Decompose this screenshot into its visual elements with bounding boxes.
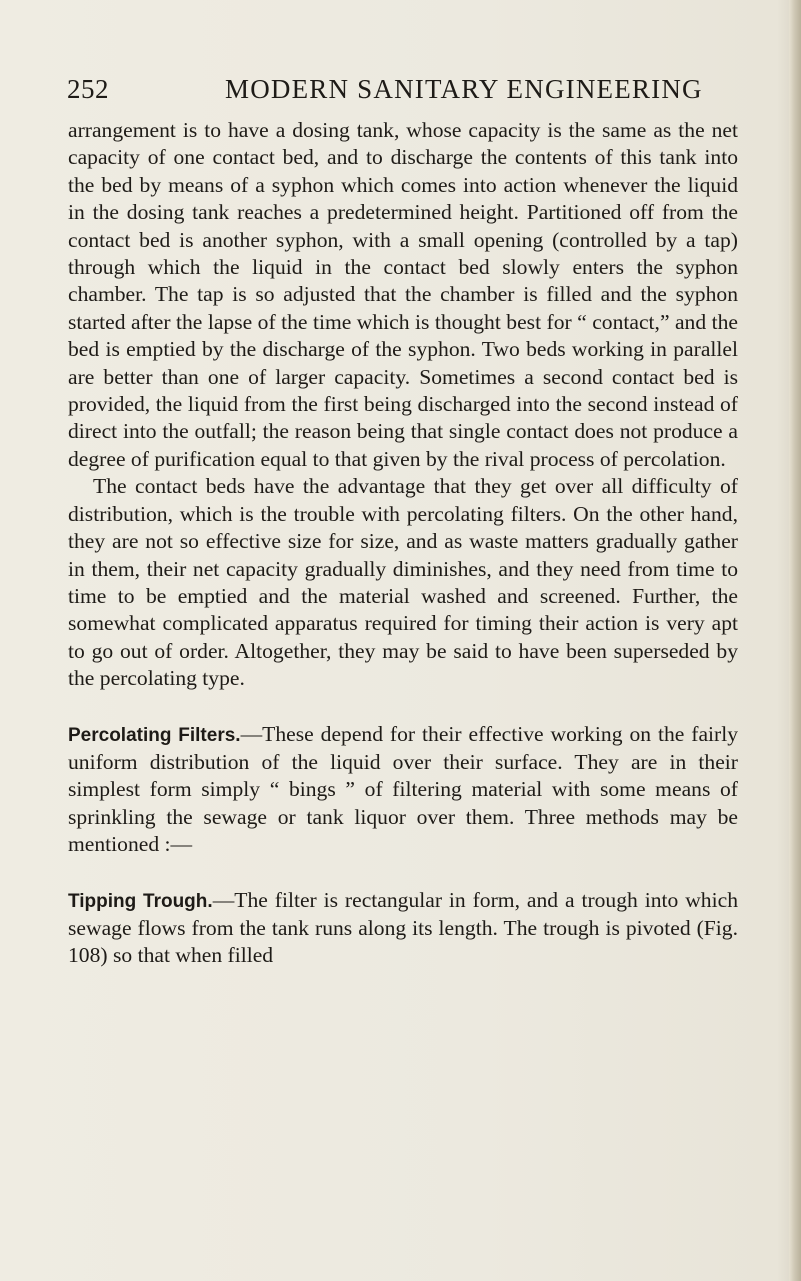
page-edge-shadow xyxy=(789,0,801,1281)
paragraph-text: —These depend for their effective working on the fairly uniform distribution of the liquid over their surface. They are in their simplest form simply “ bings ” of filtering material with some means of sprinkling the sewage or tank liquor over them. Three methods may be mentioned :— xyxy=(68,721,739,857)
paragraph-contact-beds xyxy=(68,473,738,692)
paragraph-text: arrangement is to have a dosing tank, whose capacity is the same as the net capacity of one contact bed, and to discharge the contents of this tank into the bed by means of a syphon which comes into action whenever the liquid in the dosing tank reaches a predetermined height. Partitioned off from the contact bed is another syphon, with a small opening (controlled by a tap) through which the liquid in the contact bed slowly enters the syphon chamber. The tap is so adjusted that the chamber is filled and the syphon started after the lapse of the time which is thought best for “ contact,” and the bed is emptied by the discharge of the syphon. Two beds working in parallel are better than one of larger capacity. Sometimes a second contact bed is provided, the liquid from the first being discharged into the second instead of direct into the outfall; the reason being that single contact does not produce a degree of purification equal to that given by the rival process of percolation. xyxy=(68,118,738,471)
paragraph-continuation xyxy=(68,117,738,473)
section-heading-tipping-trough: Tipping Trough. xyxy=(68,890,213,912)
section-heading-percolating-filters: Percolating Filters. xyxy=(68,724,241,746)
body-text xyxy=(68,117,738,970)
paragraph-percolating-filters xyxy=(68,721,738,859)
paragraph-text: —The filter is rectangular in form, and a trough into which sewage flows from the tank runs along its length. The trough is pivoted (Fig. 108) so that when filled xyxy=(68,887,738,968)
paragraph-tipping-trough xyxy=(68,887,738,970)
section-spacer xyxy=(68,693,738,721)
section-spacer xyxy=(68,859,738,887)
page-header xyxy=(67,74,703,114)
running-head: MODERN SANITARY ENGINEERING xyxy=(225,74,703,104)
paragraph-text: The contact beds have the advantage that they get over all difficulty of distribution, which is the trouble with percolating filters. On the other hand, they are not so effective size for size, and as waste matters gradually gather in them, their net capacity gradually diminishes, and they need from time to time to be emptied and the material washed and screened. Further, the somewhat complicated apparatus required for timing their action is very apt to go out of order. Altogether, they may be said to have been superseded by the percolating type. xyxy=(68,474,738,691)
page-number: 252 xyxy=(67,74,109,104)
